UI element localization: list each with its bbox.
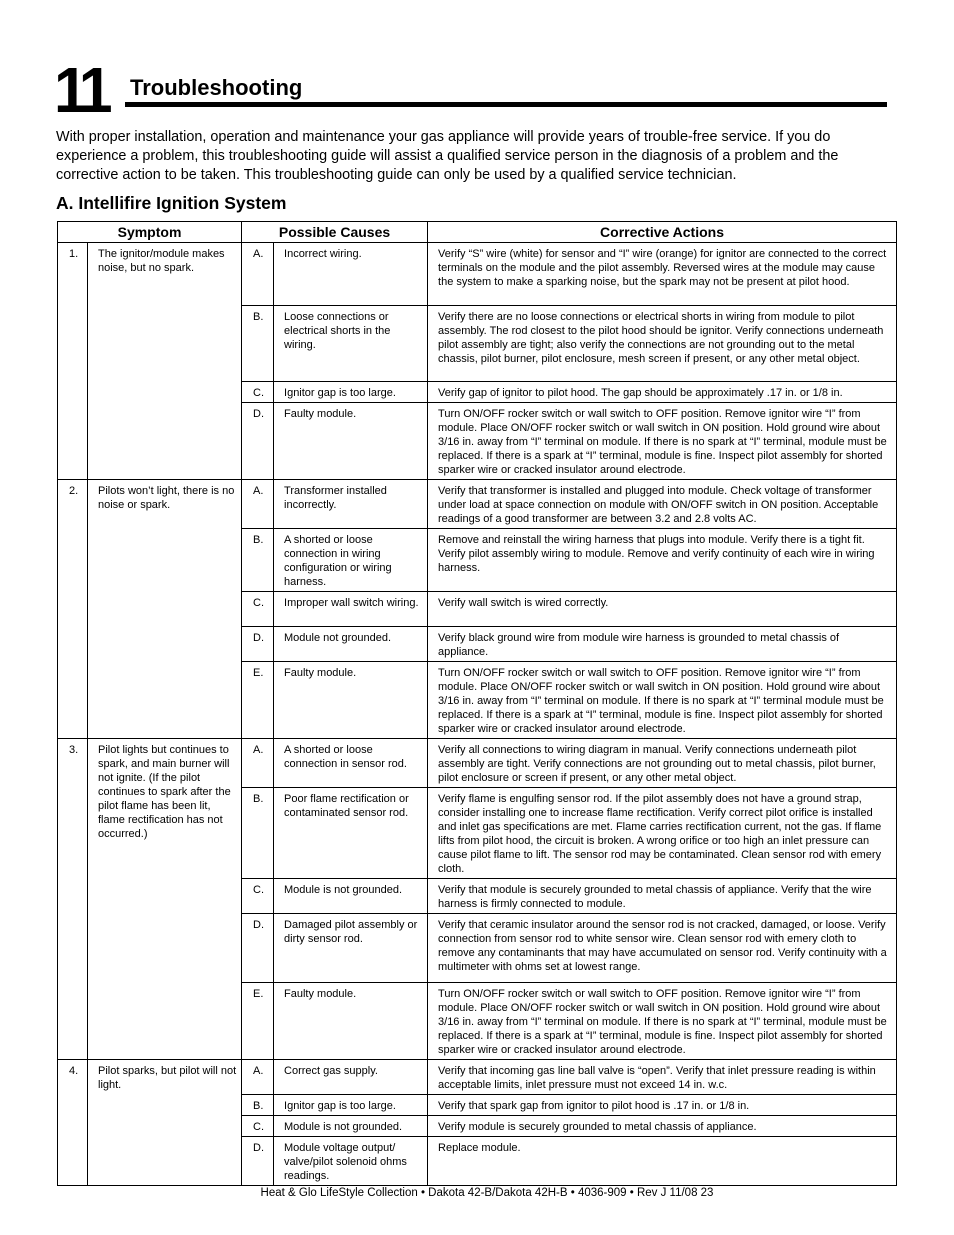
corrective-action: Verify there are no loose connections or electrical shorts in wiring from module to pilot assembly. The rod closest to the pilot hood should be ignitor. Verify connections underneath pilot assembly are tight; also verify the connections are not grounding out to the metal chassis, pilot burner, pilot enclosure, mesh screen if present, or any other metal object. <box>428 306 897 382</box>
page-footer: Heat & Glo LifeStyle Collection • Dakota 42-B/Dakota 42H-B • 4036-909 • Rev J 11/08 23 <box>260 1187 714 1199</box>
possible-cause: Module not grounded. <box>274 627 428 662</box>
table-row <box>58 243 897 306</box>
cause-letter: B. <box>242 1095 274 1116</box>
possible-cause: Ignitor gap is too large. <box>274 382 428 403</box>
corrective-action: Verify flame is engulfing sensor rod. If the pilot assembly does not have a ground strap, consider installing one to increase flame rectification. Verify correct pilot orifice is installed and inlet gas specifications are met. Flame carries rectification current, not the gas. If flame lifts from pilot hood, the circuit is broken. A wrong orifice or too high an inlet pressure can cause pilot flame to lift. The sensor rod may be contaminated. Clean sensor rod with emery cloth. <box>428 788 897 879</box>
possible-cause: A shorted or loose connection in sensor rod. <box>274 739 428 788</box>
corrective-action: Verify black ground wire from module wire harness is grounded to metal chassis of appliance. <box>428 627 897 662</box>
possible-cause: Faulty module. <box>274 403 428 480</box>
symptom-text: Pilots won’t light, there is no noise or spark. <box>88 480 242 739</box>
cause-letter: D. <box>242 1137 274 1186</box>
table-header-row <box>58 222 897 243</box>
symptom-number: 1. <box>58 243 88 480</box>
corrective-action: Remove and reinstall the wiring harness that plugs into module. Verify there is a tight fit. Verify pilot assembly wiring to module. Remove and verify continuity of each wire in wiring harness. <box>428 529 897 592</box>
corrective-action: Verify that ceramic insulator around the sensor rod is not cracked, damaged, or loose. Verify connection from sensor rod to white sensor wire. Clean sensor rod with emery cloth to remove any contaminants that may have accumulated on sensor rod. Verify continuity with a multimeter with ohms set at lowest range. <box>428 914 897 983</box>
cause-letter: C. <box>242 382 274 403</box>
cause-letter: B. <box>242 788 274 879</box>
possible-cause: Poor flame rectification or contaminated sensor rod. <box>274 788 428 879</box>
possible-cause: Loose connections or electrical shorts in the wiring. <box>274 306 428 382</box>
possible-cause: Faulty module. <box>274 983 428 1060</box>
cause-letter: E. <box>242 662 274 739</box>
cause-letter: A. <box>242 243 274 306</box>
symptom-text: Pilot sparks, but pilot will not light. <box>88 1060 242 1186</box>
header-possible-causes: Possible Causes <box>242 222 428 243</box>
title-rule <box>125 102 887 107</box>
corrective-action: Verify module is securely grounded to metal chassis of appliance. <box>428 1116 897 1137</box>
cause-letter: A. <box>242 480 274 529</box>
corrective-action: Verify that spark gap from ignitor to pilot hood is .17 in. or 1/8 in. <box>428 1095 897 1116</box>
cause-letter: B. <box>242 529 274 592</box>
corrective-action: Verify all connections to wiring diagram in manual. Verify connections underneath pilot assembly are tight. Verify connections are not grounding out to metal chassis, pilot burner, pilot enclosure or screen if present, or any other metal object. <box>428 739 897 788</box>
table-row <box>58 480 897 529</box>
cause-letter: C. <box>242 592 274 627</box>
possible-cause: Improper wall switch wiring. <box>274 592 428 627</box>
troubleshooting-table <box>57 221 897 1186</box>
cause-letter: C. <box>242 1116 274 1137</box>
cause-letter: E. <box>242 983 274 1060</box>
corrective-action: Turn ON/OFF rocker switch or wall switch to OFF position. Remove ignitor wire “I” from module. Place ON/OFF rocker switch or wall switch in ON position. Hold ground wire about 3/16 in. away from “I” terminal on module. If there is no spark at “I” terminal, module must be replaced. If there is a spark at “I” terminal, module is fine. Inspect pilot assembly for shorted sparker wire or cracked insulator around electrode. <box>428 983 897 1060</box>
corrective-action: Verify wall switch is wired correctly. <box>428 592 897 627</box>
symptom-number: 3. <box>58 739 88 1060</box>
possible-cause: A shorted or loose connection in wiring configuration or wiring harness. <box>274 529 428 592</box>
cause-letter: A. <box>242 739 274 788</box>
possible-cause: Module voltage output/ valve/pilot solenoid ohms readings. <box>274 1137 428 1186</box>
cause-letter: D. <box>242 914 274 983</box>
cause-letter: D. <box>242 403 274 480</box>
possible-cause: Faulty module. <box>274 662 428 739</box>
corrective-action: Turn ON/OFF rocker switch or wall switch to OFF position. Remove ignitor wire “I” from module. Place ON/OFF rocker switch or wall switch in ON position. Hold ground wire about 3/16 in. away from “I” terminal on module. If there is no spark at “I” terminal, module must be replaced. If there is a spark at “I” terminal, module is fine. Inspect pilot assembly for shorted sparker wire or cracked insulator around electrode. <box>428 403 897 480</box>
table-body <box>58 243 897 1186</box>
header-symptom: Symptom <box>58 222 242 243</box>
symptom-text: The ignitor/module makes noise, but no spark. <box>88 243 242 480</box>
possible-cause: Module is not grounded. <box>274 1116 428 1137</box>
table-row <box>58 1060 897 1095</box>
corrective-action: Verify “S” wire (white) for sensor and “I” wire (orange) for ignitor are connected to the correct terminals on the module and the pilot assembly. Reversed wires at the module may cause the system to make a sparking noise, but the spark may not be present at pilot hood. <box>428 243 897 306</box>
cause-letter: C. <box>242 879 274 914</box>
cause-letter: D. <box>242 627 274 662</box>
cause-letter: B. <box>242 306 274 382</box>
possible-cause: Module is not grounded. <box>274 879 428 914</box>
possible-cause: Transformer installed incorrectly. <box>274 480 428 529</box>
corrective-action: Verify that incoming gas line ball valve is “open”. Verify that inlet pressure reading is within acceptable limits, inlet pressure must not exceed 14 in. w.c. <box>428 1060 897 1095</box>
possible-cause: Incorrect wiring. <box>274 243 428 306</box>
intro-paragraph: With proper installation, operation and maintenance your gas appliance will provide years of trouble-free service. If you do experience a problem, this troubleshooting guide will assist a qualified service person in the diagnosis of a problem and the corrective action to be taken. This troubleshooting guide can only be used by a qualified service technician. <box>56 129 839 183</box>
symptom-number: 2. <box>58 480 88 739</box>
table-row <box>58 739 897 788</box>
section-title: A. Intellifire Ignition System <box>56 193 287 213</box>
corrective-action: Turn ON/OFF rocker switch or wall switch to OFF position. Remove ignitor wire “I” from module. Place ON/OFF rocker switch or wall switch in ON position. Hold ground wire about 3/16 in. away from “I” terminal on module. If there is no spark at “I” terminal module must be replaced. If there is a spark at “I” terminal, module is fine. Inspect pilot assembly for shorted sparker wire or cracked insulator around electrode. <box>428 662 897 739</box>
possible-cause: Correct gas supply. <box>274 1060 428 1095</box>
page-title: Troubleshooting <box>130 75 303 100</box>
possible-cause: Ignitor gap is too large. <box>274 1095 428 1116</box>
corrective-action: Verify that module is securely grounded to metal chassis of appliance. Verify that the wire harness is firmly connected to module. <box>428 879 897 914</box>
header-corrective-actions: Corrective Actions <box>428 222 897 243</box>
symptom-text: Pilot lights but continues to spark, and main burner will not ignite. (If the pilot continues to spark after the pilot flame has been lit, flame rectification has not occurred.) <box>88 739 242 1060</box>
chapter-number: 11 <box>54 54 107 126</box>
corrective-action: Replace module. <box>428 1137 897 1186</box>
corrective-action: Verify that transformer is installed and plugged into module. Check voltage of transformer under load at space connection on module with ON/OFF switch in ON position. Acceptable readings of a good transformer are between 3.2 and 2.8 volts AC. <box>428 480 897 529</box>
symptom-number: 4. <box>58 1060 88 1186</box>
possible-cause: Damaged pilot assembly or dirty sensor rod. <box>274 914 428 983</box>
cause-letter: A. <box>242 1060 274 1095</box>
corrective-action: Verify gap of ignitor to pilot hood. The gap should be approximately .17 in. or 1/8 in. <box>428 382 897 403</box>
